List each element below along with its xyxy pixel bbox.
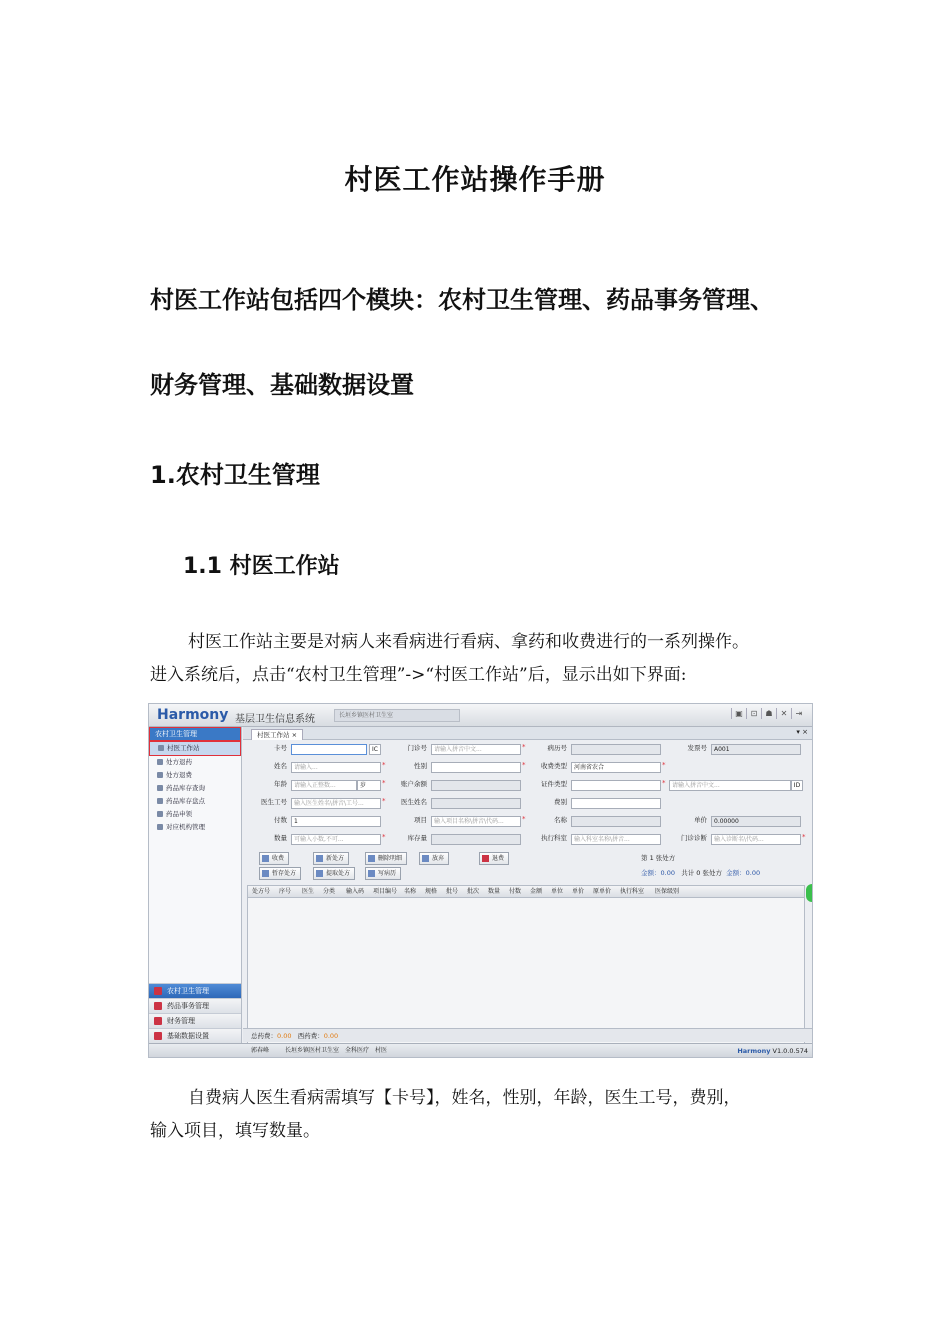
module-label: 农村卫生管理 <box>167 987 209 995</box>
id-type-select[interactable] <box>571 780 661 791</box>
column-header[interactable]: 单位 <box>551 888 564 895</box>
exec-dept-input[interactable]: 输入科室名称\拼音... <box>571 834 661 845</box>
status-org: 长垣乡镇医村卫生室 <box>285 1047 340 1054</box>
invoice-no-input[interactable]: A001 <box>711 744 801 755</box>
column-header[interactable]: 付数 <box>509 888 522 895</box>
module-icon <box>154 987 162 995</box>
org-selector[interactable]: 长垣乡镇医村卫生室 <box>334 709 460 722</box>
refund-icon <box>482 855 489 862</box>
tab-village-workstation[interactable]: 村医工作站 × <box>251 729 303 740</box>
column-header[interactable]: 数量 <box>488 888 501 895</box>
module-rural-health[interactable] <box>149 983 241 998</box>
doctor-id-label: 医生工号 <box>261 798 287 806</box>
sidebar-item-village-workstation[interactable] <box>149 741 241 756</box>
sidebar-item-label: 药品申领 <box>166 810 192 818</box>
sidebar-item-rx-return-drug[interactable] <box>149 756 241 769</box>
age-unit-select[interactable]: 岁 <box>357 780 381 791</box>
doctor-name-field <box>431 798 521 809</box>
sidebar-item-rx-refund[interactable] <box>149 769 241 782</box>
id-button[interactable]: ID <box>791 780 803 791</box>
sidebar-item-label: 村医工作站 <box>167 744 200 752</box>
table-header <box>248 886 804 898</box>
diagnosis-input[interactable]: 输入诊断名\代码... <box>711 834 801 845</box>
module-list <box>149 983 241 1043</box>
save-icon <box>262 870 269 877</box>
section-heading-1-1: 1.1 村医工作站 <box>183 554 340 579</box>
form-row-5: 付数 1 项目 输入项目名称\拼音\代码... * 名称 单价 0.00000 <box>249 815 809 826</box>
column-header[interactable]: 医生 <box>302 888 315 895</box>
fetch-rx-button[interactable]: 提取处方 <box>313 867 355 880</box>
paragraph-1-line-1: 村医工作站主要是对病人来看病进行看病、拿药和收费进行的一系列操作。 <box>188 632 749 652</box>
record-icon <box>368 870 375 877</box>
paragraph-1-line-2: 进入系统后，点击“农村卫生管理”->“村医工作站”后，显示出如下界面: <box>150 665 687 685</box>
sidebar-item-label: 药品库存盘点 <box>166 797 205 805</box>
form-row-4: 医生工号 输入医生姓名\拼音\工号... * 医生姓名 费别 <box>249 797 809 808</box>
module-drug-affairs[interactable] <box>149 998 241 1013</box>
module-icon <box>154 1017 162 1025</box>
module-icon <box>154 1032 162 1040</box>
action-toolbar-1 <box>247 852 807 865</box>
sidebar-item-label: 对应机构管理 <box>166 823 205 831</box>
refund-button[interactable]: 退费 <box>479 852 509 865</box>
rx-total-amount: 0.00 <box>745 869 761 877</box>
window-button-4-icon[interactable]: ✕ <box>776 708 791 719</box>
sidebar-item-drug-request[interactable] <box>149 808 241 821</box>
window-button-2-icon[interactable]: ⊡ <box>746 708 761 719</box>
stock-label: 库存量 <box>407 834 427 842</box>
intro-line-2: 财务管理、基础数据设置 <box>150 371 414 399</box>
save-draft-rx-button[interactable]: 暂存处方 <box>259 867 301 880</box>
case-no-label: 病历号 <box>547 744 567 752</box>
system-title: 基层卫生信息系统 <box>235 714 315 725</box>
action-toolbar-2 <box>247 867 807 880</box>
module-label: 财务管理 <box>167 1017 195 1025</box>
column-header[interactable]: 单价 <box>572 888 585 895</box>
ic-button[interactable]: IC <box>369 744 381 755</box>
column-header[interactable]: 处方号 <box>252 888 271 895</box>
mapping-icon <box>157 824 163 830</box>
module-label: 基础数据设置 <box>167 1032 209 1040</box>
rx-detail-table <box>247 885 805 1049</box>
clinic-no-label: 门诊号 <box>407 744 427 752</box>
column-header[interactable]: 金额 <box>530 888 543 895</box>
refund-icon <box>157 772 163 778</box>
fee-summary-bar: 总药费：0.00 西药费：0.00 <box>243 1028 812 1042</box>
rx-summary: 金额：0.00 共计 0 张处方 金额：0.00 <box>641 869 761 877</box>
western-drug-fee: 0.00 <box>323 1032 339 1040</box>
exit-icon[interactable]: ⇥ <box>791 708 806 719</box>
account-balance-label: 账户余额 <box>401 780 427 788</box>
doctor-id-input[interactable]: 输入医生姓名\拼音\工号... <box>291 798 381 809</box>
column-header[interactable]: 执行科室 <box>620 888 645 895</box>
item-name-label: 名称 <box>554 816 567 824</box>
window-button-3-icon[interactable]: ☗ <box>761 708 776 719</box>
fee-type-label: 费别 <box>554 798 567 806</box>
sidebar-item-label: 处方退药 <box>166 758 192 766</box>
doctor-name-label: 医生姓名 <box>401 798 427 806</box>
paragraph-1 <box>150 626 815 692</box>
column-header[interactable]: 医保级别 <box>655 888 680 895</box>
sidebar-item-label: 药品库存查询 <box>166 784 205 792</box>
column-header[interactable]: 序号 <box>279 888 292 895</box>
charge-type-select[interactable]: 河南省农合 <box>571 762 661 773</box>
sidebar-item-stock-query[interactable] <box>149 782 241 795</box>
name-input[interactable]: 请输入... <box>291 762 381 773</box>
workstation-icon <box>158 745 164 751</box>
quantity-input[interactable]: 可输入小数,不可... <box>291 834 381 845</box>
charge-type-label: 收费类型 <box>541 762 567 770</box>
new-rx-icon <box>316 855 323 862</box>
item-label: 项目 <box>414 816 427 824</box>
new-rx-button[interactable]: 新处方 <box>313 852 349 865</box>
total-drug-fee: 0.00 <box>277 1032 292 1040</box>
sidebar-item-label: 处方退费 <box>166 771 192 779</box>
tab-controls[interactable]: ▾ × <box>796 728 808 736</box>
status-bar <box>149 1043 812 1058</box>
status-user: 郭春峰 <box>251 1047 270 1054</box>
count-icon <box>157 798 163 804</box>
delete-icon <box>368 855 375 862</box>
column-header[interactable]: 原单价 <box>593 888 612 895</box>
item-input[interactable]: 输入项目名称\拼音\代码... <box>431 816 521 827</box>
column-header[interactable]: 批次 <box>467 888 480 895</box>
window-button-1-icon[interactable]: ▣ <box>731 708 746 719</box>
sidebar-item-stock-count[interactable] <box>149 795 241 808</box>
delete-detail-button[interactable]: 删除明细 <box>365 852 407 865</box>
column-header[interactable]: 项目编号 <box>373 888 398 895</box>
form-row-6: 数量 可输入小数,不可... * 库存量 执行科室 输入科室名称\拼音... 门诊诊断 输入诊断名\代码... * <box>249 833 809 844</box>
charge-icon <box>262 855 269 862</box>
status-type: 全科医疗 <box>345 1047 370 1054</box>
section-heading-1: 1.农村卫生管理 <box>150 461 320 489</box>
exec-dept-label: 执行科室 <box>541 834 567 842</box>
unit-price-label: 单价 <box>694 816 707 824</box>
item-name-field <box>571 816 661 827</box>
module-label: 药品事务管理 <box>167 1002 209 1010</box>
paragraph-2-line-1: 自费病人医生看病需填写【卡号】，姓名，性别，年龄，医生工号，费别， <box>188 1088 741 1108</box>
diagnosis-label: 门诊诊断 <box>681 834 707 842</box>
age-label: 年龄 <box>274 780 287 788</box>
module-finance[interactable] <box>149 1013 241 1028</box>
id-type-label: 证件类型 <box>541 780 567 788</box>
charge-button[interactable]: 收费 <box>259 852 289 865</box>
unit-price-field: 0.00000 <box>711 816 801 827</box>
case-no-input[interactable] <box>571 744 661 755</box>
column-header[interactable]: 名称 <box>404 888 417 895</box>
column-header[interactable]: 输入码 <box>346 888 365 895</box>
card-no-label: 卡号 <box>274 744 287 752</box>
form-row-3: 年龄 请输入正整数... 岁 * 账户余额 证件类型 * 请输入拼音中文... ID <box>249 779 809 790</box>
floating-help-icon[interactable] <box>806 884 813 902</box>
rx-total-count: 0 <box>696 869 701 877</box>
column-header[interactable]: 批号 <box>446 888 459 895</box>
sidebar <box>149 727 242 1057</box>
name-label: 姓名 <box>274 762 287 770</box>
app-screenshot <box>148 703 813 1058</box>
clinic-no-input[interactable]: 请输入拼音中文... <box>431 744 521 755</box>
sidebar-header[interactable]: 农村卫生管理 <box>149 727 241 741</box>
doses-input[interactable]: 1 <box>291 816 381 827</box>
form-row-2: 姓名 请输入... * 性别 * 收费类型 河南省农合 * <box>249 761 809 772</box>
rx-page-indicator: 第 1 张处方 <box>641 854 676 862</box>
return-icon <box>157 759 163 765</box>
tab-bar <box>243 727 812 740</box>
window-controls <box>731 708 806 719</box>
account-balance-field <box>431 780 521 791</box>
workstation-panel <box>243 727 812 1043</box>
module-basic-data[interactable] <box>149 1028 241 1043</box>
status-mode: 村医 <box>375 1047 388 1054</box>
discard-icon <box>422 855 429 862</box>
rx-amount: 0.00 <box>660 869 675 877</box>
document-title: 村医工作站操作手册 <box>344 163 606 196</box>
fetch-icon <box>316 870 323 877</box>
age-input[interactable]: 请输入正整数... <box>291 780 357 791</box>
column-header[interactable]: 规格 <box>425 888 438 895</box>
doses-label: 付数 <box>274 816 287 824</box>
request-icon <box>157 811 163 817</box>
intro-line-1: 村医工作站包括四个模块：农村卫生管理、药品事务管理、 <box>150 286 774 314</box>
form-row-1: 卡号 IC 门诊号 请输入拼音中文... * 病历号 发票号 A001 <box>249 743 809 754</box>
quantity-label: 数量 <box>274 834 287 842</box>
write-record-button[interactable]: 写病历 <box>365 867 401 880</box>
card-no-input[interactable] <box>291 744 367 755</box>
fee-type-select[interactable] <box>571 798 661 809</box>
module-icon <box>154 1002 162 1010</box>
sidebar-item-org-mapping[interactable] <box>149 821 241 834</box>
query-icon <box>157 785 163 791</box>
gender-select[interactable] <box>431 762 521 773</box>
invoice-no-label: 发票号 <box>687 744 707 752</box>
version-label: Harmony V1.0.0.574 <box>737 1047 808 1055</box>
stock-field <box>431 834 521 845</box>
discard-button[interactable]: 放弃 <box>419 852 449 865</box>
paragraph-2 <box>150 1082 815 1148</box>
gender-label: 性别 <box>414 762 427 770</box>
app-titlebar <box>149 704 812 727</box>
harmony-logo: Harmony <box>157 707 229 723</box>
paragraph-2-line-2: 输入项目，填写数量。 <box>150 1121 320 1141</box>
id-number-input[interactable]: 请输入拼音中文... <box>669 780 791 791</box>
column-header[interactable]: 分类 <box>323 888 336 895</box>
